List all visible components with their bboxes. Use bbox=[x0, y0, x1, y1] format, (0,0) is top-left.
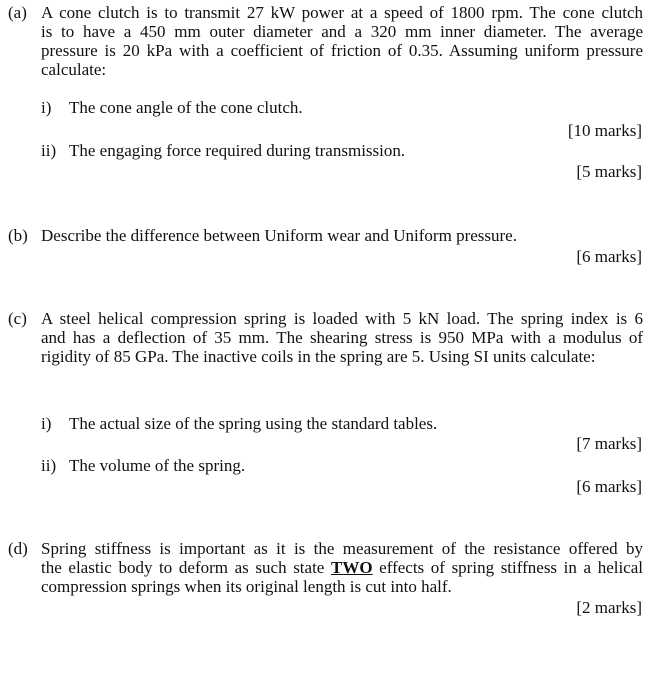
question-c-text bbox=[41, 309, 643, 366]
question-c-line-1: A steel helical compression spring is loaded with 5 kN load. The spring index is 6 bbox=[41, 309, 643, 328]
question-b-text: Describe the difference between Uniform wear and Uniform pressure. bbox=[41, 226, 517, 245]
question-d-marks: [2 marks] bbox=[576, 598, 642, 617]
question-d-line-2 bbox=[41, 558, 643, 577]
question-c-part-i-text: The actual size of the spring using the standard tables. bbox=[69, 414, 438, 433]
question-c-line-3: rigidity of 85 GPa. The inactive coils in the spring are 5. Using SI units calculate: bbox=[41, 347, 596, 366]
question-a-part-i-marks: [10 marks] bbox=[567, 121, 642, 140]
question-c-line-2: and has a deflection of 35 mm. The shearing stress is 950 MPa with a modulus of bbox=[41, 328, 643, 347]
question-a-part-ii-marks: [5 marks] bbox=[576, 162, 642, 181]
question-c-part-i-number: i) bbox=[41, 414, 52, 433]
question-d-label: (d) bbox=[8, 539, 28, 558]
question-c-part-i-marks: [7 marks] bbox=[576, 434, 642, 453]
question-d-text bbox=[41, 539, 643, 596]
question-d-line-2-start: the elastic body to deform as such state bbox=[41, 558, 331, 577]
question-a-line-2: is to have a 450 mm outer diameter and a 320 mm inner diameter. The average bbox=[41, 22, 643, 41]
question-d-line-1: Spring stiffness is important as it is the measurement of the resistance offered by bbox=[41, 539, 643, 558]
question-a-line-1: A cone clutch is to transmit 27 kW power at a speed of 1800 rpm. The cone clutch bbox=[41, 3, 643, 22]
question-c-part-ii-text: The volume of the spring. bbox=[69, 456, 246, 475]
question-a-part-ii-number: ii) bbox=[41, 141, 57, 160]
question-d-line-2-end: effects of spring stiffness in a helical bbox=[372, 558, 643, 577]
question-c-part-ii-number: ii) bbox=[41, 456, 57, 475]
question-b-marks: [6 marks] bbox=[576, 247, 642, 266]
question-a-part-i-text: The cone angle of the cone clutch. bbox=[69, 98, 303, 117]
question-c-label: (c) bbox=[8, 309, 27, 328]
question-a-line-3: pressure is 20 kPa with a coefficient of friction of 0.35. Assuming uniform pressure bbox=[41, 41, 643, 60]
question-a-part-i-number: i) bbox=[41, 98, 52, 117]
question-b-label: (b) bbox=[8, 226, 28, 245]
question-a-text bbox=[41, 3, 643, 79]
question-a-label: (a) bbox=[8, 3, 27, 22]
question-a-line-4: calculate: bbox=[41, 60, 107, 79]
question-a-part-ii-text: The engaging force required during transmission. bbox=[69, 141, 406, 160]
question-c-part-ii-marks: [6 marks] bbox=[576, 477, 642, 496]
question-d-emphasis-two: TWO bbox=[330, 558, 373, 577]
question-d-line-3: compression springs when its original length is cut into half. bbox=[41, 577, 452, 596]
